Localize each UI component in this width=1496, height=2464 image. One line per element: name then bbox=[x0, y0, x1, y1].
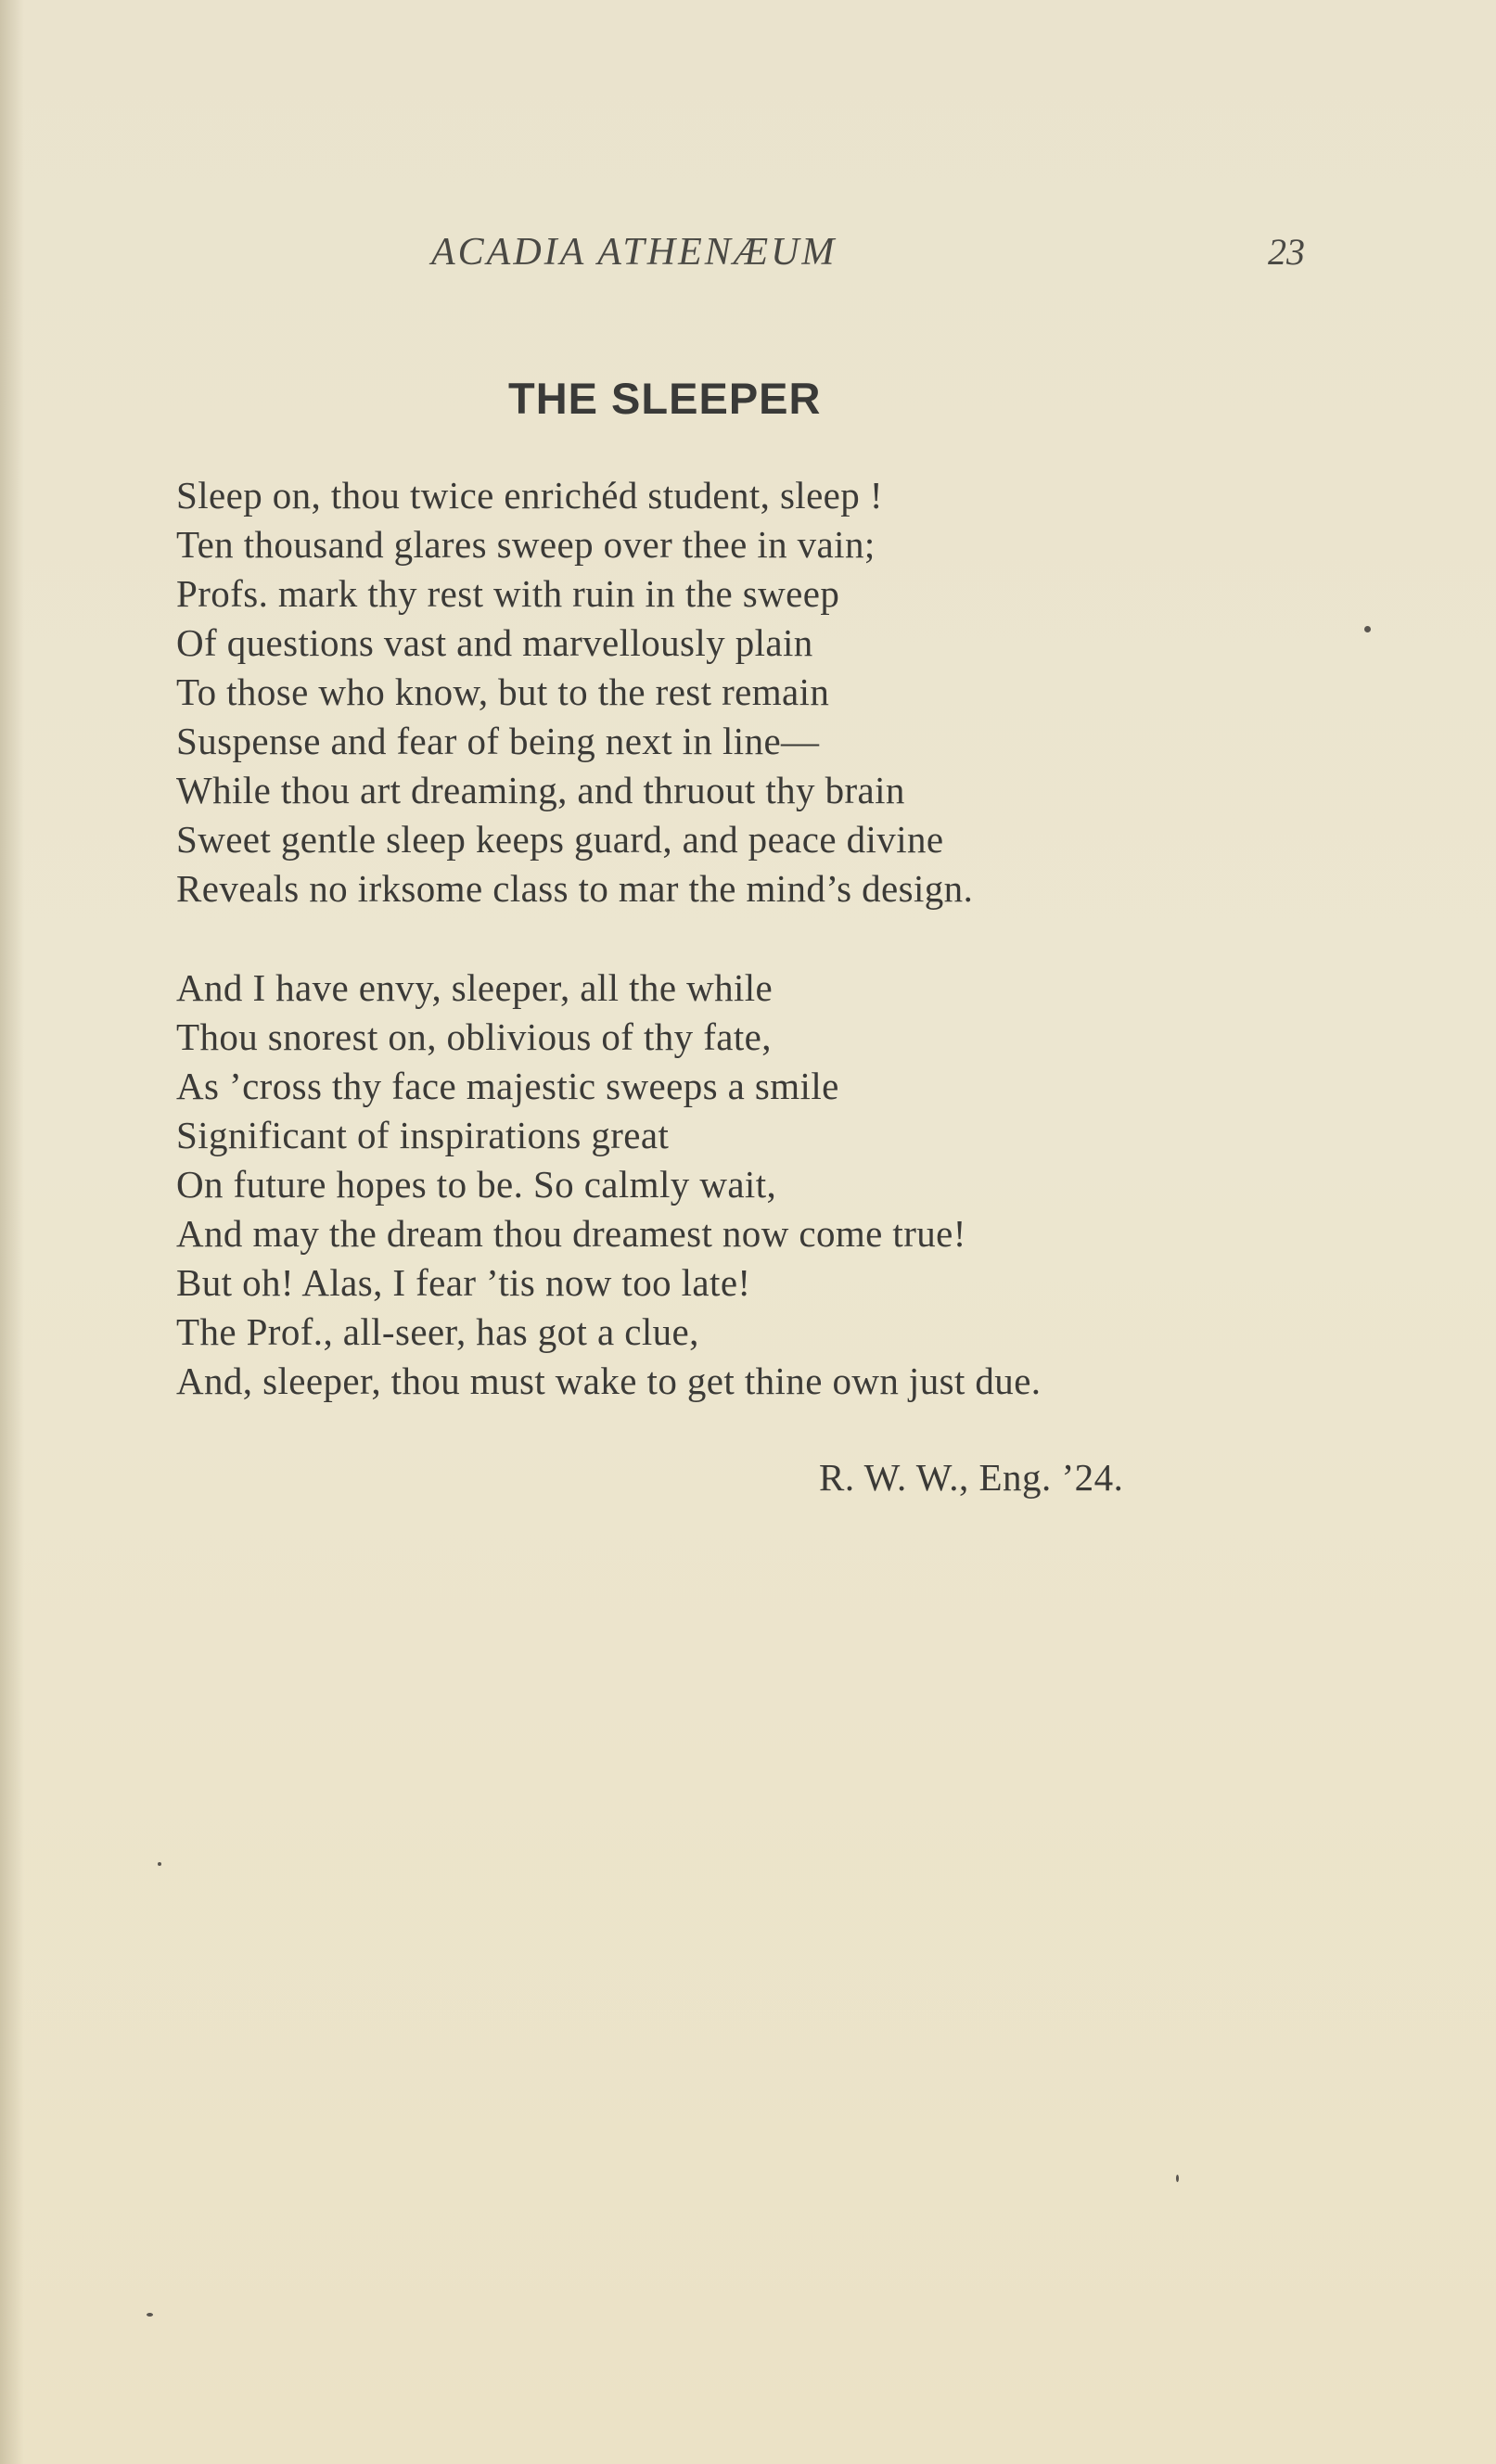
poem-line: While thou art dreaming, and thruout thy brain bbox=[176, 769, 905, 811]
poem-line: Ten thousand glares sweep over thee in vain; bbox=[176, 523, 876, 566]
poem-line: To those who know, but to the rest remain bbox=[176, 670, 830, 713]
poem-line: As ’cross thy face majestic sweeps a smile bbox=[176, 1065, 839, 1107]
poem-line: Of questions vast and marvellously plain bbox=[176, 621, 813, 664]
poem-line: Significant of inspirations great bbox=[176, 1114, 670, 1156]
poem-line: Thou snorest on, oblivious of thy fate, bbox=[176, 1015, 772, 1058]
poem-line: The Prof., all-seer, has got a clue, bbox=[176, 1310, 699, 1353]
poem-line: Reveals no irksome class to mar the mind’s design. bbox=[176, 867, 974, 910]
page-number: 23 bbox=[1268, 231, 1305, 273]
poem-stanza-2 bbox=[176, 964, 1041, 1406]
poem-line: Profs. mark thy rest with ruin in the sweep bbox=[176, 572, 840, 615]
running-head: ACADIA ATHENÆUM bbox=[431, 231, 838, 274]
poem-line: But oh! Alas, I fear ’tis now too late! bbox=[176, 1261, 751, 1304]
paper-speck bbox=[158, 1862, 161, 1866]
poem-line: Sleep on, thou twice enrichéd student, sleep ! bbox=[176, 474, 883, 517]
poem-line: Suspense and fear of being next in line— bbox=[176, 720, 820, 762]
poem-line: And I have envy, sleeper, all the while bbox=[176, 966, 774, 1009]
poem-signature: R. W. W., Eng. ’24. bbox=[819, 1456, 1124, 1499]
poem-line: Sweet gentle sleep keeps guard, and peace divine bbox=[176, 818, 944, 861]
paper-speck bbox=[147, 2313, 153, 2317]
poem-title: THE SLEEPER bbox=[508, 374, 822, 423]
poem-line: And, sleeper, thou must wake to get thine own just due. bbox=[176, 1360, 1042, 1402]
paper-speck bbox=[1176, 2175, 1179, 2182]
poem-line: On future hopes to be. So calmly wait, bbox=[176, 1163, 777, 1206]
poem-line: And may the dream thou dreamest now come true! bbox=[176, 1212, 966, 1255]
paper-speck bbox=[1364, 626, 1371, 632]
poem-stanza-1 bbox=[176, 471, 973, 913]
